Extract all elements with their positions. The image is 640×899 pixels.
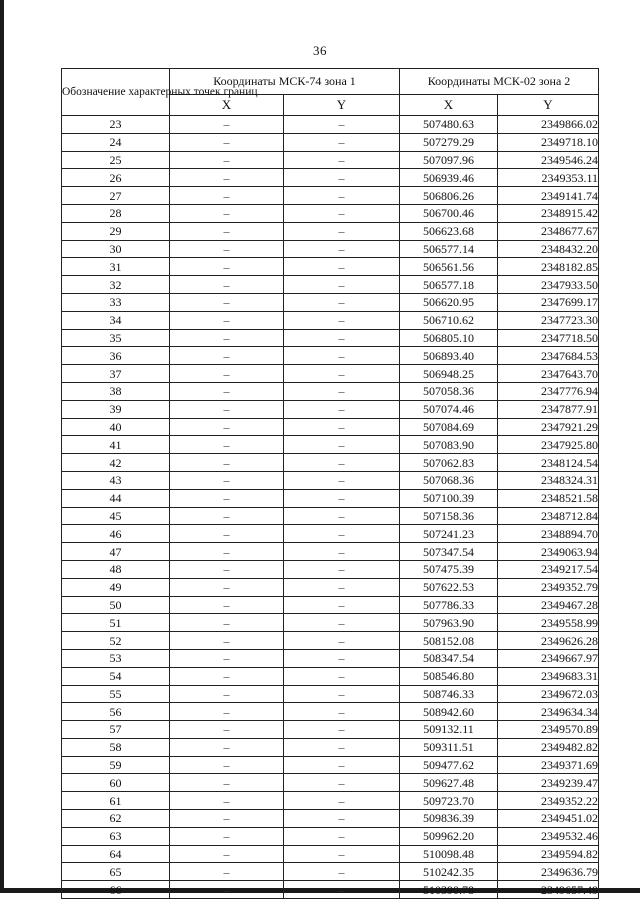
- msk02-x-cell: 507475.39: [400, 560, 498, 578]
- table-row: [62, 578, 599, 596]
- point-number-cell: 27: [62, 187, 170, 205]
- point-number-cell: 24: [62, 133, 170, 151]
- msk74-x-cell: –: [170, 151, 284, 169]
- msk02-x-cell: 507963.90: [400, 614, 498, 632]
- msk74-x-cell: –: [170, 311, 284, 329]
- table-row: [62, 258, 599, 276]
- msk02-x-cell: 508942.60: [400, 703, 498, 721]
- header-msk74-y: Y: [284, 95, 400, 116]
- table-row: [62, 721, 599, 739]
- table-body: [62, 116, 599, 899]
- msk74-y-cell: –: [284, 774, 400, 792]
- header-point-designation: Обозначение характерных точек границ: [62, 69, 170, 116]
- table-row: [62, 774, 599, 792]
- msk02-y-cell: 2349626.28: [498, 632, 599, 650]
- msk02-x-cell: 506620.95: [400, 293, 498, 311]
- table-row: [62, 204, 599, 222]
- table-row: [62, 222, 599, 240]
- msk02-y-cell: 2348915.42: [498, 204, 599, 222]
- table-row: [62, 169, 599, 187]
- point-number-cell: 64: [62, 845, 170, 863]
- point-number-cell: 46: [62, 525, 170, 543]
- page-number: 36: [313, 43, 327, 58]
- msk02-x-cell: 506939.46: [400, 169, 498, 187]
- msk02-y-cell: 2347643.70: [498, 365, 599, 383]
- msk02-x-cell: 509836.39: [400, 810, 498, 828]
- msk74-y-cell: –: [284, 614, 400, 632]
- msk74-x-cell: –: [170, 258, 284, 276]
- table-row: [62, 329, 599, 347]
- msk74-x-cell: –: [170, 685, 284, 703]
- point-number-cell: 62: [62, 810, 170, 828]
- msk74-x-cell: –: [170, 204, 284, 222]
- msk02-x-cell: 506893.40: [400, 347, 498, 365]
- table-row: [62, 614, 599, 632]
- msk02-x-cell: 506710.62: [400, 311, 498, 329]
- header-msk02-x: X: [400, 95, 498, 116]
- msk02-y-cell: 2349866.02: [498, 116, 599, 134]
- point-number-cell: 51: [62, 614, 170, 632]
- msk02-x-cell: 507279.29: [400, 133, 498, 151]
- point-number-cell: 34: [62, 311, 170, 329]
- table-row: [62, 507, 599, 525]
- msk02-y-cell: 2348124.54: [498, 454, 599, 472]
- msk74-x-cell: –: [170, 774, 284, 792]
- header-msk02-y: Y: [498, 95, 599, 116]
- msk02-y-cell: 2349217.54: [498, 560, 599, 578]
- table-row: [62, 685, 599, 703]
- table-row: [62, 471, 599, 489]
- point-number-cell: 54: [62, 667, 170, 685]
- msk74-y-cell: –: [284, 169, 400, 187]
- msk74-y-cell: –: [284, 738, 400, 756]
- msk74-x-cell: –: [170, 560, 284, 578]
- point-number-cell: 39: [62, 400, 170, 418]
- table-row: [62, 596, 599, 614]
- msk74-y-cell: –: [284, 703, 400, 721]
- msk74-x-cell: –: [170, 133, 284, 151]
- msk74-x-cell: –: [170, 116, 284, 134]
- msk74-x-cell: –: [170, 525, 284, 543]
- msk74-y-cell: –: [284, 382, 400, 400]
- msk02-y-cell: 2348894.70: [498, 525, 599, 543]
- msk74-x-cell: –: [170, 329, 284, 347]
- msk74-x-cell: –: [170, 863, 284, 881]
- msk02-x-cell: 507100.39: [400, 489, 498, 507]
- table-row: [62, 276, 599, 294]
- msk74-x-cell: –: [170, 649, 284, 667]
- msk02-x-cell: 506806.26: [400, 187, 498, 205]
- point-number-cell: 41: [62, 436, 170, 454]
- msk02-y-cell: 2349667.97: [498, 649, 599, 667]
- msk02-y-cell: 2349570.89: [498, 721, 599, 739]
- msk02-x-cell: 506577.18: [400, 276, 498, 294]
- msk74-y-cell: –: [284, 116, 400, 134]
- msk02-x-cell: 507347.54: [400, 543, 498, 561]
- point-number-cell: 35: [62, 329, 170, 347]
- msk74-x-cell: –: [170, 810, 284, 828]
- msk02-y-cell: 2348521.58: [498, 489, 599, 507]
- msk02-y-cell: 2349683.31: [498, 667, 599, 685]
- header-msk74-x: X: [170, 95, 284, 116]
- msk74-y-cell: –: [284, 400, 400, 418]
- msk74-y-cell: –: [284, 204, 400, 222]
- msk74-x-cell: –: [170, 489, 284, 507]
- msk74-x-cell: –: [170, 632, 284, 650]
- msk02-x-cell: 509477.62: [400, 756, 498, 774]
- msk74-x-cell: –: [170, 240, 284, 258]
- msk74-x-cell: –: [170, 347, 284, 365]
- msk74-y-cell: –: [284, 792, 400, 810]
- table-row: [62, 400, 599, 418]
- msk74-x-cell: –: [170, 169, 284, 187]
- point-number-cell: 26: [62, 169, 170, 187]
- table-row: [62, 347, 599, 365]
- table-row: [62, 543, 599, 561]
- msk74-y-cell: –: [284, 471, 400, 489]
- msk02-y-cell: 2349352.22: [498, 792, 599, 810]
- point-number-cell: 33: [62, 293, 170, 311]
- msk02-y-cell: 2349546.24: [498, 151, 599, 169]
- msk02-x-cell: 507062.83: [400, 454, 498, 472]
- msk02-y-cell: 2349239.47: [498, 774, 599, 792]
- point-number-cell: 43: [62, 471, 170, 489]
- table-row: [62, 756, 599, 774]
- msk02-y-cell: 2347776.94: [498, 382, 599, 400]
- msk02-x-cell: 508152.08: [400, 632, 498, 650]
- msk74-y-cell: –: [284, 632, 400, 650]
- msk74-x-cell: –: [170, 738, 284, 756]
- msk74-x-cell: –: [170, 293, 284, 311]
- point-number-cell: 66: [62, 881, 170, 899]
- msk74-y-cell: –: [284, 133, 400, 151]
- msk02-y-cell: 2349634.34: [498, 703, 599, 721]
- coordinates-table: [61, 68, 599, 899]
- msk74-y-cell: –: [284, 293, 400, 311]
- msk02-y-cell: 2347925.80: [498, 436, 599, 454]
- table-row: [62, 365, 599, 383]
- msk02-x-cell: 510098.48: [400, 845, 498, 863]
- msk74-y-cell: –: [284, 667, 400, 685]
- point-number-cell: 42: [62, 454, 170, 472]
- msk74-y-cell: –: [284, 240, 400, 258]
- msk02-y-cell: 2349558.99: [498, 614, 599, 632]
- msk02-y-cell: 2347921.29: [498, 418, 599, 436]
- point-number-cell: 25: [62, 151, 170, 169]
- msk74-y-cell: –: [284, 649, 400, 667]
- msk02-y-cell: 2349467.28: [498, 596, 599, 614]
- msk02-x-cell: 507083.90: [400, 436, 498, 454]
- msk02-x-cell: 508546.80: [400, 667, 498, 685]
- msk74-y-cell: –: [284, 881, 400, 899]
- header-msk74-group: Координаты МСК-74 зона 1: [170, 69, 400, 95]
- table-row: [62, 667, 599, 685]
- msk74-y-cell: –: [284, 276, 400, 294]
- msk74-x-cell: –: [170, 418, 284, 436]
- msk74-y-cell: –: [284, 827, 400, 845]
- msk02-x-cell: 506700.46: [400, 204, 498, 222]
- msk02-x-cell: 507241.23: [400, 525, 498, 543]
- msk74-x-cell: –: [170, 543, 284, 561]
- msk02-y-cell: 2349532.46: [498, 827, 599, 845]
- msk74-x-cell: –: [170, 578, 284, 596]
- table-row: [62, 293, 599, 311]
- point-number-cell: 36: [62, 347, 170, 365]
- table-row: [62, 133, 599, 151]
- table-row: [62, 525, 599, 543]
- msk74-y-cell: –: [284, 151, 400, 169]
- scan-left-edge: [0, 0, 4, 893]
- msk02-x-cell: 507622.53: [400, 578, 498, 596]
- msk02-y-cell: 2347699.17: [498, 293, 599, 311]
- table-row: [62, 311, 599, 329]
- msk02-y-cell: 2349063.94: [498, 543, 599, 561]
- msk74-y-cell: –: [284, 863, 400, 881]
- msk02-x-cell: 506561.56: [400, 258, 498, 276]
- msk02-x-cell: 507480.63: [400, 116, 498, 134]
- msk02-x-cell: 509311.51: [400, 738, 498, 756]
- table-row: [62, 649, 599, 667]
- msk74-x-cell: –: [170, 507, 284, 525]
- msk02-x-cell: 507097.96: [400, 151, 498, 169]
- point-number-cell: 53: [62, 649, 170, 667]
- msk74-x-cell: –: [170, 667, 284, 685]
- msk02-y-cell: 2348712.84: [498, 507, 599, 525]
- point-number-cell: 30: [62, 240, 170, 258]
- point-number-cell: 29: [62, 222, 170, 240]
- msk74-x-cell: –: [170, 845, 284, 863]
- msk74-y-cell: –: [284, 436, 400, 454]
- table-row: [62, 151, 599, 169]
- msk74-x-cell: –: [170, 276, 284, 294]
- table-row: [62, 810, 599, 828]
- point-number-cell: 48: [62, 560, 170, 578]
- msk02-y-cell: 2348324.31: [498, 471, 599, 489]
- point-number-cell: 23: [62, 116, 170, 134]
- msk74-x-cell: –: [170, 614, 284, 632]
- table-row: [62, 792, 599, 810]
- msk74-y-cell: –: [284, 347, 400, 365]
- table-row: [62, 489, 599, 507]
- msk74-x-cell: –: [170, 365, 284, 383]
- msk74-x-cell: –: [170, 881, 284, 899]
- point-number-cell: 61: [62, 792, 170, 810]
- msk74-x-cell: –: [170, 187, 284, 205]
- point-number-cell: 63: [62, 827, 170, 845]
- msk74-y-cell: –: [284, 329, 400, 347]
- msk02-x-cell: 509132.11: [400, 721, 498, 739]
- msk02-x-cell: 507084.69: [400, 418, 498, 436]
- msk02-x-cell: 507786.33: [400, 596, 498, 614]
- msk02-x-cell: 508746.33: [400, 685, 498, 703]
- msk02-y-cell: 2347684.53: [498, 347, 599, 365]
- msk02-x-cell: 506577.14: [400, 240, 498, 258]
- msk74-y-cell: –: [284, 685, 400, 703]
- msk74-y-cell: –: [284, 187, 400, 205]
- msk02-x-cell: 509962.20: [400, 827, 498, 845]
- msk02-x-cell: 506805.10: [400, 329, 498, 347]
- table-row: [62, 240, 599, 258]
- msk74-y-cell: –: [284, 596, 400, 614]
- msk02-x-cell: 510242.35: [400, 863, 498, 881]
- msk74-y-cell: –: [284, 365, 400, 383]
- msk02-y-cell: 2349657.49: [498, 881, 599, 899]
- point-number-cell: 50: [62, 596, 170, 614]
- msk74-y-cell: –: [284, 454, 400, 472]
- table-row: [62, 632, 599, 650]
- msk74-y-cell: –: [284, 222, 400, 240]
- msk74-x-cell: –: [170, 756, 284, 774]
- table-row: [62, 382, 599, 400]
- msk74-y-cell: –: [284, 489, 400, 507]
- table-row: [62, 454, 599, 472]
- msk74-x-cell: –: [170, 827, 284, 845]
- point-number-cell: 45: [62, 507, 170, 525]
- msk02-x-cell: 507158.36: [400, 507, 498, 525]
- msk74-y-cell: –: [284, 543, 400, 561]
- msk74-y-cell: –: [284, 578, 400, 596]
- point-number-cell: 38: [62, 382, 170, 400]
- msk02-y-cell: 2349353.11: [498, 169, 599, 187]
- msk02-y-cell: 2348677.67: [498, 222, 599, 240]
- msk02-y-cell: 2349451.02: [498, 810, 599, 828]
- point-number-cell: 40: [62, 418, 170, 436]
- msk02-y-cell: 2348182.85: [498, 258, 599, 276]
- table-row: [62, 703, 599, 721]
- msk02-y-cell: 2349636.79: [498, 863, 599, 881]
- msk02-y-cell: 2347877.91: [498, 400, 599, 418]
- msk02-y-cell: 2347718.50: [498, 329, 599, 347]
- table-row: [62, 116, 599, 134]
- msk74-y-cell: –: [284, 845, 400, 863]
- point-number-cell: 60: [62, 774, 170, 792]
- table-row: [62, 863, 599, 881]
- msk02-x-cell: 510390.78: [400, 881, 498, 899]
- msk74-x-cell: –: [170, 703, 284, 721]
- msk74-y-cell: –: [284, 560, 400, 578]
- msk74-y-cell: –: [284, 756, 400, 774]
- msk02-x-cell: 509627.48: [400, 774, 498, 792]
- msk74-x-cell: –: [170, 471, 284, 489]
- msk74-y-cell: –: [284, 525, 400, 543]
- table-row: [62, 560, 599, 578]
- point-number-cell: 55: [62, 685, 170, 703]
- msk74-y-cell: –: [284, 810, 400, 828]
- msk74-y-cell: –: [284, 418, 400, 436]
- msk74-y-cell: –: [284, 507, 400, 525]
- point-number-cell: 47: [62, 543, 170, 561]
- msk74-x-cell: –: [170, 400, 284, 418]
- msk02-y-cell: 2349594.82: [498, 845, 599, 863]
- table-row: [62, 738, 599, 756]
- point-number-cell: 28: [62, 204, 170, 222]
- table-row: [62, 845, 599, 863]
- point-number-cell: 31: [62, 258, 170, 276]
- msk74-x-cell: –: [170, 382, 284, 400]
- msk74-x-cell: –: [170, 454, 284, 472]
- table-row: [62, 436, 599, 454]
- point-number-cell: 49: [62, 578, 170, 596]
- msk02-y-cell: 2349352.79: [498, 578, 599, 596]
- msk74-y-cell: –: [284, 311, 400, 329]
- msk74-x-cell: –: [170, 792, 284, 810]
- table-row: [62, 418, 599, 436]
- msk02-x-cell: 506623.68: [400, 222, 498, 240]
- header-msk02-group: Координаты МСК-02 зона 2: [400, 69, 599, 95]
- msk02-x-cell: 506948.25: [400, 365, 498, 383]
- msk74-y-cell: –: [284, 721, 400, 739]
- point-number-cell: 57: [62, 721, 170, 739]
- msk02-y-cell: 2349371.69: [498, 756, 599, 774]
- msk02-x-cell: 509723.70: [400, 792, 498, 810]
- msk02-y-cell: 2349482.82: [498, 738, 599, 756]
- msk74-x-cell: –: [170, 222, 284, 240]
- msk74-x-cell: –: [170, 596, 284, 614]
- msk02-y-cell: 2349718.10: [498, 133, 599, 151]
- point-number-cell: 56: [62, 703, 170, 721]
- table-row: [62, 187, 599, 205]
- point-number-cell: 52: [62, 632, 170, 650]
- msk02-y-cell: 2349672.03: [498, 685, 599, 703]
- msk02-x-cell: 507068.36: [400, 471, 498, 489]
- table-row: [62, 827, 599, 845]
- msk02-x-cell: 508347.54: [400, 649, 498, 667]
- msk74-y-cell: –: [284, 258, 400, 276]
- msk02-x-cell: 507058.36: [400, 382, 498, 400]
- msk74-x-cell: –: [170, 436, 284, 454]
- msk74-x-cell: –: [170, 721, 284, 739]
- point-number-cell: 44: [62, 489, 170, 507]
- msk02-x-cell: 507074.46: [400, 400, 498, 418]
- point-number-cell: 59: [62, 756, 170, 774]
- point-number-cell: 32: [62, 276, 170, 294]
- msk02-y-cell: 2347933.50: [498, 276, 599, 294]
- table-row: [62, 881, 599, 899]
- point-number-cell: 37: [62, 365, 170, 383]
- point-number-cell: 58: [62, 738, 170, 756]
- msk02-y-cell: 2347723.30: [498, 311, 599, 329]
- msk02-y-cell: 2348432.20: [498, 240, 599, 258]
- msk02-y-cell: 2349141.74: [498, 187, 599, 205]
- point-number-cell: 65: [62, 863, 170, 881]
